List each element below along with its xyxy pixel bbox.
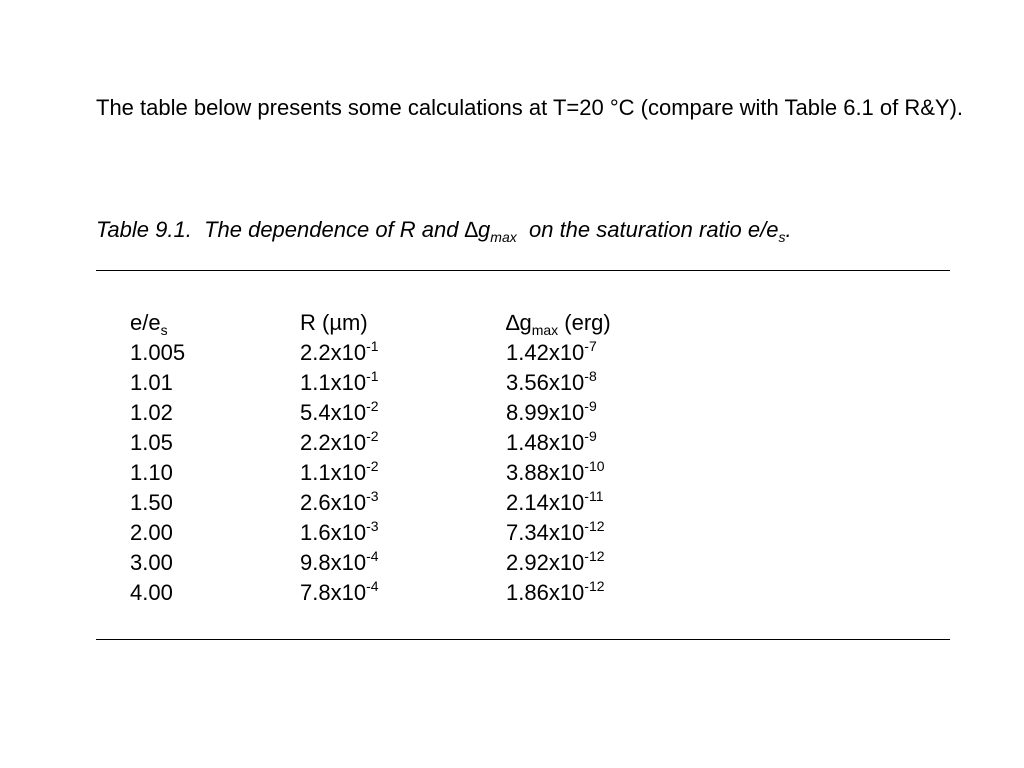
cell-radius-base: 1.1x10 [300,460,367,485]
cell-saturation-ratio: 1.05 [130,430,173,455]
cell-energy-base: 8.99x10 [506,400,585,425]
cell-energy-exponent: -11 [584,488,604,504]
cell-energy-exponent: -9 [584,398,597,414]
table-row [130,578,706,608]
cell-radius-base: 2.2x10 [300,340,367,365]
cell-saturation-ratio: 2.00 [130,520,173,545]
cell-saturation-ratio: 1.10 [130,460,173,485]
cell-radius [300,428,506,458]
cell-energy [506,458,706,488]
cell-energy-exponent: -12 [584,578,605,594]
cell-radius [300,458,506,488]
header-energy-text: ∆g [506,310,532,335]
cell-radius-exponent: -4 [366,578,379,594]
cell-energy-base: 7.34x10 [506,520,585,545]
table-header-row [130,308,706,338]
cell-energy [506,548,706,578]
cell-energy-exponent: -8 [584,368,597,384]
cell-energy-exponent: -12 [584,548,605,564]
cell-energy-exponent: -10 [584,458,605,474]
cell-radius-base: 5.4x10 [300,400,367,425]
table-caption [96,215,792,245]
cell-radius [300,518,506,548]
cell-energy-base: 1.86x10 [506,580,585,605]
cell-radius-exponent: -2 [366,428,379,444]
cell-energy [506,488,706,518]
table-row [130,548,706,578]
cell-saturation-ratio: 1.005 [130,340,186,365]
table-row [130,518,706,548]
cell-saturation-ratio: 1.02 [130,400,173,425]
cell-saturation-ratio: 4.00 [130,580,173,605]
header-saturation-ratio [130,308,300,338]
cell-energy-exponent: -9 [584,428,597,444]
cell-energy [506,578,706,608]
cell-radius-base: 1.1x10 [300,370,367,395]
intro-paragraph: The table below presents some calculations at T=20 °C (compare with Table 6.1 of R&Y). [96,95,964,120]
header-radius: R (µm) [300,310,368,335]
cell-radius-exponent: -4 [366,548,379,564]
cell-saturation-ratio: 1.50 [130,490,173,515]
caption-text-a: The dependence of R and ∆g [204,217,491,242]
header-energy [506,308,706,338]
cell-radius-base: 2.6x10 [300,490,367,515]
table-row [130,458,706,488]
cell-energy-base: 1.42x10 [506,340,585,365]
header-energy-sub: max [531,322,559,338]
cell-radius-exponent: -3 [366,488,379,504]
data-table [130,308,706,608]
cell-radius [300,368,506,398]
cell-radius [300,548,506,578]
table-row [130,368,706,398]
cell-energy [506,518,706,548]
table-row [130,338,706,368]
cell-radius [300,578,506,608]
table-row [130,398,706,428]
cell-radius [300,338,506,368]
cell-energy [506,428,706,458]
cell-energy-base: 2.92x10 [506,550,585,575]
header-energy-unit: (erg) [564,310,611,335]
cell-energy-exponent: -12 [584,518,605,534]
cell-radius-exponent: -2 [366,458,379,474]
cell-energy [506,398,706,428]
cell-radius-exponent: -1 [366,368,379,384]
cell-radius-base: 7.8x10 [300,580,367,605]
table-row [130,428,706,458]
cell-radius [300,398,506,428]
cell-energy [506,338,706,368]
table-bottom-rule [96,639,950,640]
cell-energy-exponent: -7 [584,338,597,354]
table-body [130,338,706,608]
cell-energy-base: 3.56x10 [506,370,585,395]
cell-radius-base: 9.8x10 [300,550,367,575]
caption-subscript-max: max [490,229,517,245]
cell-energy [506,368,706,398]
cell-radius-exponent: -1 [366,338,379,354]
cell-radius [300,488,506,518]
header-ratio-text: e/e [130,310,161,335]
caption-label: Table 9.1. [96,217,192,242]
cell-energy-base: 2.14x10 [506,490,585,515]
table-top-rule [96,270,950,271]
cell-radius-base: 1.6x10 [300,520,367,545]
caption-text-b: on the saturation ratio e/e [528,217,779,242]
cell-saturation-ratio: 1.01 [130,370,173,395]
cell-energy-base: 1.48x10 [506,430,585,455]
cell-energy-base: 3.88x10 [506,460,585,485]
cell-radius-exponent: -3 [366,518,379,534]
header-ratio-sub: s [160,322,168,338]
cell-radius-base: 2.2x10 [300,430,367,455]
cell-radius-exponent: -2 [366,398,379,414]
caption-subscript-s: s [778,229,786,245]
caption-end: . [785,217,792,242]
table-row [130,488,706,518]
cell-saturation-ratio: 3.00 [130,550,173,575]
